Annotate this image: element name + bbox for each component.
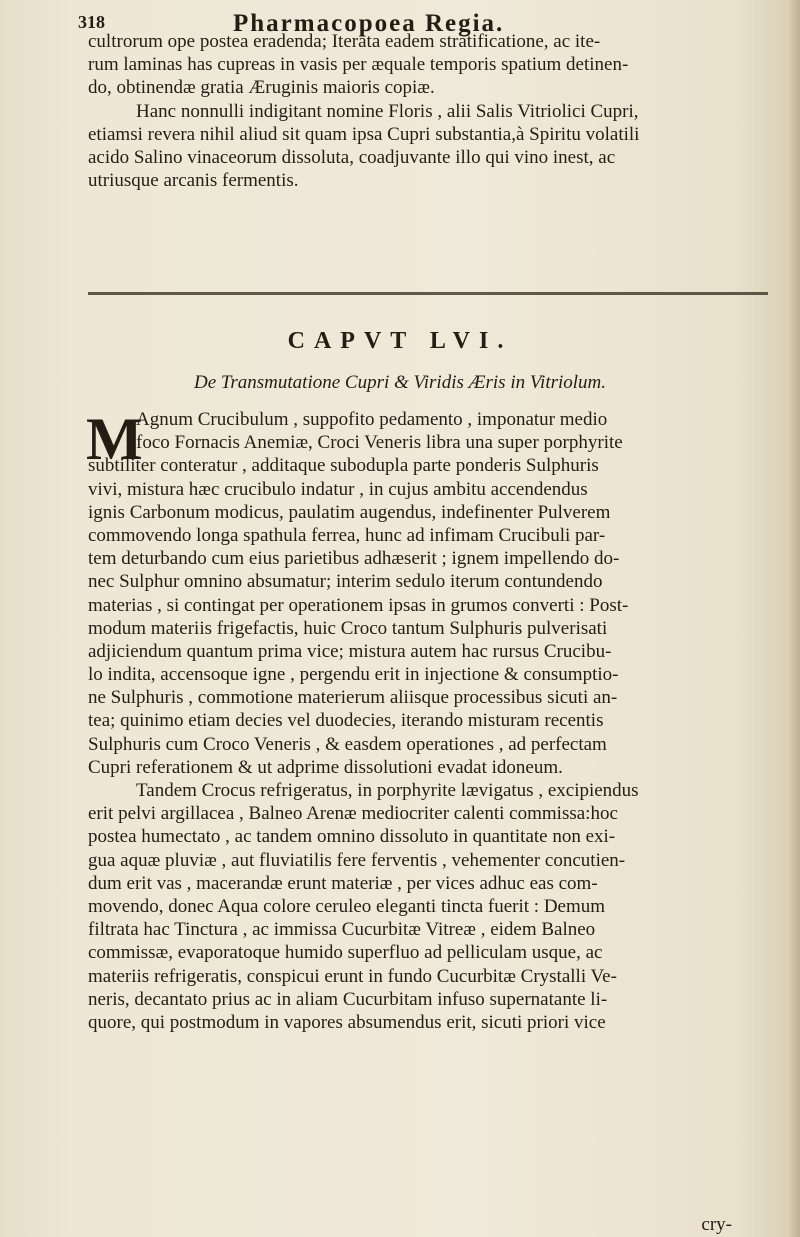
- chapter-heading: CAPVT LVI.: [287, 328, 513, 354]
- catchword: cry-: [701, 1214, 732, 1235]
- text-line: materiis refrigeratis, conspicui erunt in fundo Cucurbitæ Crystalli Ve-: [88, 965, 617, 987]
- text-line: tea; quinimo etiam decies vel duodecies, iterando misturam recentis: [88, 710, 604, 732]
- text-line: neris, decantato prius ac in aliam Cucurbitam infuso supernatante li-: [88, 988, 608, 1010]
- running-title: Pharmacopoea Regia.: [233, 10, 505, 37]
- text-line: modum materiis frigefactis, huic Croco tantum Sulphuris pulverisati: [88, 617, 608, 639]
- text-line: Sulphuris cum Croco Veneris , & easdem operationes , ad perfectam: [88, 733, 607, 755]
- text-line: adjiciendum quantum prima vice; mistura autem hac rursus Crucibu-: [88, 640, 612, 662]
- text-line: ignis Carbonum modicus, paulatim augendus, indefinenter Pulverem: [88, 501, 611, 523]
- text-line: filtrata hac Tinctura , ac immissa Cucurbitæ Vitreæ , eidem Balneo: [88, 919, 596, 941]
- text-line: postea humectato , ac tandem omnino dissoluto in quantitate non exi-: [88, 826, 616, 848]
- top-paragraph: [88, 30, 768, 192]
- text-line: tem deturbando cum eius parietibus adhæserit ; ignem impellendo do-: [88, 548, 620, 570]
- text-line: erit pelvi argillacea , Balneo Arenæ mediocriter calenti commissa:hoc: [88, 803, 618, 825]
- text-line: do, obtinendæ gratia Æruginis maioris copiæ.: [88, 77, 435, 99]
- main-paragraph: [88, 408, 768, 1034]
- text-line: utriusque arcanis fermentis.: [88, 170, 299, 192]
- text-line: acido Salino vinaceorum dissoluta, coadjuvante illo qui vino inest, ac: [88, 146, 616, 168]
- section-divider: [88, 292, 768, 295]
- text-line: ne Sulphuris , commotione materierum aliisque processibus sicuti an-: [88, 687, 618, 709]
- text-line: quore, qui postmodum in vapores absumendus erit, sicuti priori vice: [88, 1011, 606, 1033]
- drop-cap: M: [86, 406, 143, 472]
- text-line: Agnum Crucibulum , suppofito pedamento , imponatur medio: [136, 409, 608, 430]
- text-line: dum erit vas , macerandæ erunt materiæ , per vices adhuc eas com-: [88, 872, 598, 894]
- text-line: movendo, donec Aqua colore ceruleo eleganti tincta fuerit : Demum: [88, 895, 606, 917]
- text-line: commovendo longa spathula ferrea, hunc ad infimam Crucibuli par-: [88, 524, 606, 546]
- chapter-subtitle: De Transmutatione Cupri & Viridis Æris in Vitriolum.: [193, 372, 607, 393]
- text-line: gua aquæ pluviæ , aut fluviatilis fere ferventis , vehementer concutien-: [88, 849, 626, 871]
- text-line: Hanc nonnulli indigitant nomine Floris , alii Salis Vitriolici Cupri,: [136, 100, 639, 122]
- text-line: commissæ, evaporatoque humido superfluo ad pelliculam usque, ac: [88, 942, 603, 964]
- page-number: 318: [78, 12, 105, 32]
- text-line: lo indita, accensoque igne , pergendu erit in injectione & consumptio-: [88, 664, 619, 686]
- text-line: nec Sulphur omnino absumatur; interim sedulo iterum contundendo: [88, 571, 603, 593]
- text-line: subtiliter conteratur , additaque subodupla parte ponderis Sulphuris: [88, 455, 599, 477]
- text-line: cultrorum ope postea eradenda; Iterata eadem stratificatione, ac ite-: [88, 31, 601, 52]
- text-line: vivi, mistura hæc crucibulo indatur , in cujus ambitu accendendus: [88, 478, 588, 500]
- text-line: etiamsi revera nihil aliud sit quam ipsa Cupri substantia,à Spiritu volatili: [88, 123, 640, 145]
- page-edge-shadow: [788, 0, 800, 1237]
- text-line: foco Fornacis Anemiæ, Croci Veneris libra una super porphyrite: [136, 432, 623, 454]
- text-line: Cupri referationem & ut adprime dissolutioni evadat idoneum.: [88, 756, 563, 778]
- text-line: Tandem Crocus refrigeratus, in porphyrite lævigatus , excipiendus: [136, 780, 639, 801]
- text-line: materias , si contingat per operationem ipsas in grumos converti : Post-: [88, 594, 629, 616]
- text-line: rum laminas has cupreas in vasis per æquale temporis spatium detinen-: [88, 54, 629, 76]
